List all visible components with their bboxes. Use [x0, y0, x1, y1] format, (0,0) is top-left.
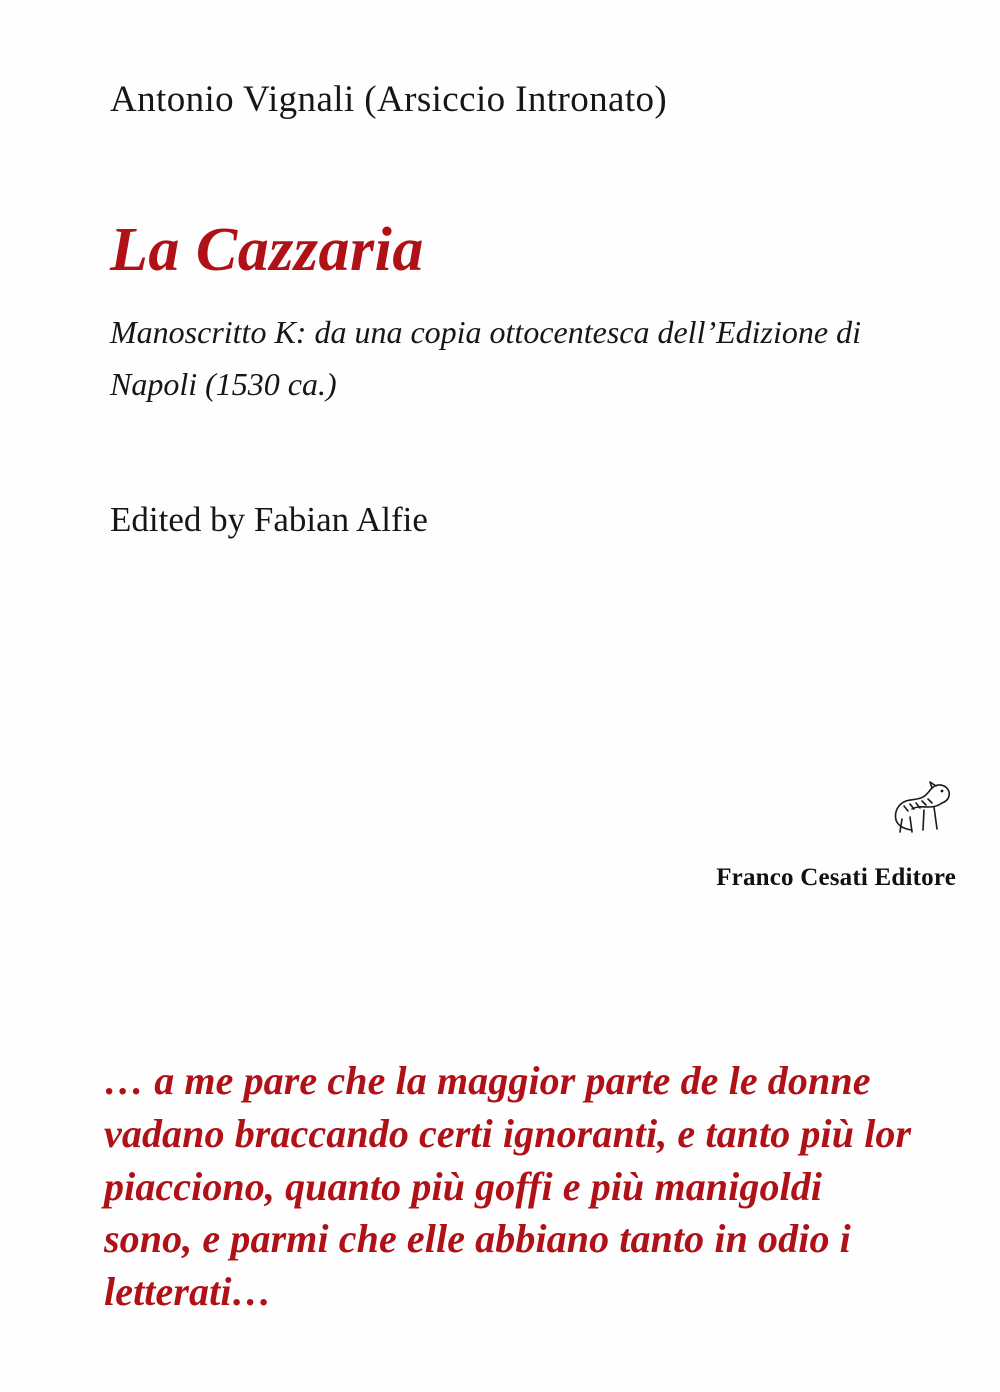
book-subtitle: Manoscritto K: da una copia ottocentesca dell’Edizione di Napoli (1530 ca.)	[110, 314, 861, 402]
publisher-block	[596, 780, 956, 892]
publisher-name: Franco Cesati Editore	[716, 864, 956, 891]
author-name: Antonio Vignali (Arsiccio Intronato)	[110, 79, 668, 120]
editor-credit: Edited by Fabian Alfie	[110, 500, 428, 539]
book-title: La Cazzaria	[110, 216, 424, 284]
cover-quote: … a me pare che la maggior parte de le donne vadano braccando certi ignoranti, e tanto più lor piacciono, quanto più goffi e più manigoldi sono, e parmi che elle abbiano tanto in odio i letterati…	[104, 1058, 912, 1315]
horse-logo-icon	[890, 780, 956, 836]
